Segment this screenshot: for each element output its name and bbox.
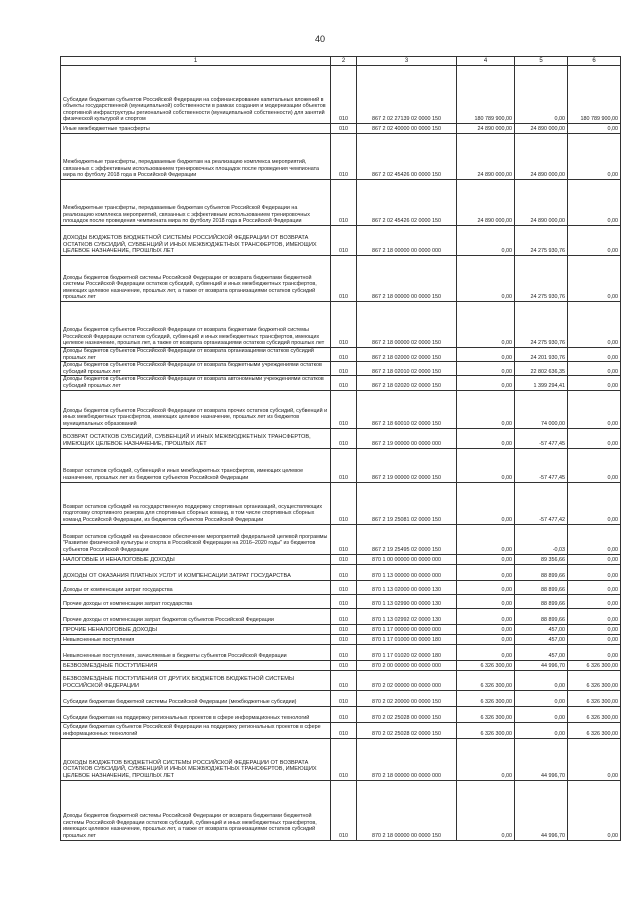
row-value-2: 88 899,66 <box>515 594 568 608</box>
row-value-3: 0,00 <box>568 256 621 302</box>
row-name: Доходы бюджетов субъектов Российской Федерации от возврата автономными учреждениями остатков субсидий прошлых лет <box>61 376 331 390</box>
column-header-code: 3 <box>357 57 457 66</box>
row-value-3: 0,00 <box>568 362 621 376</box>
row-value-1: 0,00 <box>457 738 515 780</box>
row-value-1: 6 326 300,00 <box>457 690 515 706</box>
row-value-3: 0,00 <box>568 390 621 428</box>
column-header-admin: 2 <box>331 57 357 66</box>
row-budget-code: 867 2 19 00000 02 0000 150 <box>357 448 457 482</box>
row-value-3: 0,00 <box>568 348 621 362</box>
row-value-1: 0,00 <box>457 482 515 524</box>
row-value-2: 24 275 930,76 <box>515 256 568 302</box>
table-row <box>61 256 621 302</box>
row-budget-code: 867 2 18 00000 00 0000 150 <box>357 256 457 302</box>
row-value-2: 1 399 294,41 <box>515 376 568 390</box>
table-row <box>61 644 621 660</box>
row-name: НАЛОГОВЫЕ И НЕНАЛОГОВЫЕ ДОХОДЫ <box>61 554 331 564</box>
row-value-1: 0,00 <box>457 448 515 482</box>
row-budget-code: 867 2 02 45426 02 0000 150 <box>357 180 457 226</box>
row-admin-code: 010 <box>331 608 357 624</box>
row-value-2: 0,00 <box>515 66 568 124</box>
row-budget-code: 867 2 02 27139 02 0000 150 <box>357 66 457 124</box>
table-row <box>61 690 621 706</box>
row-admin-code: 010 <box>331 134 357 180</box>
row-admin-code: 010 <box>331 448 357 482</box>
row-admin-code: 010 <box>331 362 357 376</box>
row-budget-code: 870 2 18 00000 00 0000 000 <box>357 738 457 780</box>
row-admin-code: 010 <box>331 670 357 690</box>
row-value-1: 0,00 <box>457 608 515 624</box>
row-value-2: 24 275 930,76 <box>515 226 568 256</box>
row-name: Иные межбюджетные трансферты <box>61 124 331 134</box>
table-row <box>61 722 621 738</box>
row-value-1: 0,00 <box>457 226 515 256</box>
row-budget-code: 867 2 18 02020 02 0000 150 <box>357 376 457 390</box>
row-budget-code: 867 2 02 45426 00 0000 150 <box>357 134 457 180</box>
row-admin-code: 010 <box>331 554 357 564</box>
row-budget-code: 870 2 02 25028 02 0000 150 <box>357 722 457 738</box>
column-header-name: 1 <box>61 57 331 66</box>
row-admin-code: 010 <box>331 524 357 554</box>
row-admin-code: 010 <box>331 594 357 608</box>
row-budget-code: 867 2 18 00000 00 0000 000 <box>357 226 457 256</box>
row-name: Доходы бюджетов субъектов Российской Федерации от возврата бюджетами бюджетной системы Российской Федерации остатков субсидий, субвенций и иных межбюджетных трансфертов, имеющих целевое назначение, прошлых лет, а также от возврата организациями остатков субсидий прошлых лет <box>61 302 331 348</box>
row-value-2: 24 201 930,76 <box>515 348 568 362</box>
table-row <box>61 634 621 644</box>
row-value-3: 0,00 <box>568 124 621 134</box>
row-value-1: 0,00 <box>457 644 515 660</box>
table-row <box>61 706 621 722</box>
table-row <box>61 362 621 376</box>
row-value-1: 0,00 <box>457 594 515 608</box>
row-value-1: 0,00 <box>457 362 515 376</box>
table-row <box>61 780 621 840</box>
row-admin-code: 010 <box>331 428 357 448</box>
row-admin-code: 010 <box>331 564 357 580</box>
row-name: Невыясненные поступления <box>61 634 331 644</box>
row-value-1: 0,00 <box>457 780 515 840</box>
row-admin-code: 010 <box>331 124 357 134</box>
table-row <box>61 302 621 348</box>
row-value-1: 6 326 300,00 <box>457 670 515 690</box>
row-name: Возврат остатков субсидий на государственную поддержку спортивных организаций, осуществляющих подготовку спортивного резерва для спортивных сборных команд, в том числе спортивных сборных команд Российской Федерации, из бюджетов субъектов Российской Федерации <box>61 482 331 524</box>
row-value-3: 0,00 <box>568 554 621 564</box>
row-name: Доходы бюджетов субъектов Российской Федерации от возврата организациями остатков субсидий прошлых лет <box>61 348 331 362</box>
row-value-3: 0,00 <box>568 634 621 644</box>
row-name: ПРОЧИЕ НЕНАЛОГОВЫЕ ДОХОДЫ <box>61 624 331 634</box>
row-value-1: 6 326 300,00 <box>457 722 515 738</box>
row-budget-code: 870 1 13 02992 02 0000 130 <box>357 608 457 624</box>
row-budget-code: 867 2 19 25081 02 0000 150 <box>357 482 457 524</box>
row-value-1: 180 789 900,00 <box>457 66 515 124</box>
row-value-3: 6 326 300,00 <box>568 670 621 690</box>
row-budget-code: 867 2 18 02010 02 0000 150 <box>357 362 457 376</box>
row-value-3: 180 789 900,00 <box>568 66 621 124</box>
table-row <box>61 180 621 226</box>
row-budget-code: 870 2 02 20000 00 0000 150 <box>357 690 457 706</box>
row-value-2: 0,00 <box>515 670 568 690</box>
row-value-3: 0,00 <box>568 580 621 594</box>
row-value-3: 0,00 <box>568 564 621 580</box>
table-row <box>61 738 621 780</box>
row-name: Возврат остатков субсидий, субвенций и иных межбюджетных трансфертов, имеющих целевое назначение, прошлых лет из бюджетов субъектов Российской Федерации <box>61 448 331 482</box>
row-admin-code: 010 <box>331 660 357 670</box>
row-admin-code: 010 <box>331 302 357 348</box>
row-value-2: 0,00 <box>515 722 568 738</box>
row-value-2: 457,00 <box>515 644 568 660</box>
table-body <box>61 66 621 841</box>
table-row <box>61 660 621 670</box>
row-budget-code: 870 1 13 02990 00 0000 130 <box>357 594 457 608</box>
row-name: Доходы бюджетов субъектов Российской Федерации от возврата прочих остатков субсидий, субвенций и иных межбюджетных трансфертов, имеющих целевое назначение, прошлых лет из бюджетов муниципальных образований <box>61 390 331 428</box>
table-row <box>61 448 621 482</box>
row-name: Субсидии бюджетам бюджетной системы Российской Федерации (межбюджетные субсидии) <box>61 690 331 706</box>
row-admin-code: 010 <box>331 348 357 362</box>
row-name: Возврат остатков субсидий на финансовое обеспечение мероприятий федеральной целевой программы "Развитие физической культуры и спорта в Российской Федерации на 2016–2020 годы" из бюджетов субъектов Российской Федерации <box>61 524 331 554</box>
row-value-1: 6 326 300,00 <box>457 660 515 670</box>
row-name: Доходы от компенсации затрат государства <box>61 580 331 594</box>
row-name: БЕЗВОЗМЕЗДНЫЕ ПОСТУПЛЕНИЯ <box>61 660 331 670</box>
row-value-3: 6 326 300,00 <box>568 706 621 722</box>
table-header <box>61 57 621 66</box>
row-budget-code: 867 2 18 60010 02 0000 150 <box>357 390 457 428</box>
row-value-2: 88 899,66 <box>515 608 568 624</box>
row-budget-code: 870 2 02 00000 00 0000 000 <box>357 670 457 690</box>
table-row <box>61 564 621 580</box>
row-name: Межбюджетные трансферты, передаваемые бюджетам на реализацию комплекса мероприятий, связанных с эффективным использованием тренировочных площадок после проведения чемпионата мира по футболу 2018 года в Российской Федерации <box>61 134 331 180</box>
row-value-2: 24 890 000,00 <box>515 180 568 226</box>
table-row <box>61 134 621 180</box>
row-admin-code: 010 <box>331 66 357 124</box>
table-row <box>61 624 621 634</box>
row-value-1: 24 890 000,00 <box>457 180 515 226</box>
table-row <box>61 226 621 256</box>
row-value-3: 0,00 <box>568 448 621 482</box>
row-value-2: 89 356,66 <box>515 554 568 564</box>
row-budget-code: 867 2 19 00000 00 0000 000 <box>357 428 457 448</box>
row-value-2: 22 802 636,35 <box>515 362 568 376</box>
row-value-2: 44 996,70 <box>515 660 568 670</box>
table-row <box>61 348 621 362</box>
revenue-table <box>60 56 621 841</box>
row-name: Межбюджетные трансферты, передаваемые бюджетам субъектов Российской Федерации на реализацию комплекса мероприятий, связанных с эффективным использованием тренировочных площадок после проведения чемпионата мира по футболу 2018 года в Российской Федерации <box>61 180 331 226</box>
row-value-2: -57 477,42 <box>515 482 568 524</box>
row-value-1: 24 890 000,00 <box>457 124 515 134</box>
row-admin-code: 010 <box>331 376 357 390</box>
column-header-value-2: 5 <box>515 57 568 66</box>
row-name: Субсидии бюджетам субъектов Российской Федерации на софинансирование капитальных вложений в объекты государственной (муниципальной) собственности в рамках создания и модернизации объектов спортивной инфраструктуры региональной собственности (муниципальной собственности) для занятий физической культурой и спортом <box>61 66 331 124</box>
table-row <box>61 608 621 624</box>
table-row <box>61 66 621 124</box>
row-budget-code: 870 1 13 02000 00 0000 130 <box>357 580 457 594</box>
row-value-3: 0,00 <box>568 302 621 348</box>
row-admin-code: 010 <box>331 256 357 302</box>
row-value-1: 0,00 <box>457 390 515 428</box>
row-value-3: 0,00 <box>568 738 621 780</box>
row-value-1: 0,00 <box>457 428 515 448</box>
row-admin-code: 010 <box>331 482 357 524</box>
row-value-3: 0,00 <box>568 180 621 226</box>
row-admin-code: 010 <box>331 690 357 706</box>
row-admin-code: 010 <box>331 624 357 634</box>
row-value-1: 0,00 <box>457 634 515 644</box>
row-budget-code: 870 2 02 25028 00 0000 150 <box>357 706 457 722</box>
table-row <box>61 580 621 594</box>
row-admin-code: 010 <box>331 780 357 840</box>
row-budget-code: 870 2 00 00000 00 0000 000 <box>357 660 457 670</box>
row-admin-code: 010 <box>331 226 357 256</box>
table-row <box>61 594 621 608</box>
row-budget-code: 870 1 17 01020 02 0000 180 <box>357 644 457 660</box>
row-value-1: 0,00 <box>457 524 515 554</box>
row-name: Прочие доходы от компенсации затрат государства <box>61 594 331 608</box>
row-name: Доходы бюджетов бюджетной системы Российской Федерации от возврата бюджетами бюджетной системы Российской Федерации остатков субсидий, субвенций и иных межбюджетных трансфертов, имеющих целевое назначение, прошлых лет, а также от возврата организациями остатков субсидий прошлых лет <box>61 780 331 840</box>
row-value-3: 6 326 300,00 <box>568 660 621 670</box>
page-number: 40 <box>314 34 325 44</box>
row-value-2: 74 000,00 <box>515 390 568 428</box>
row-value-3: 0,00 <box>568 594 621 608</box>
row-budget-code: 867 2 18 00000 02 0000 150 <box>357 302 457 348</box>
row-value-1: 0,00 <box>457 348 515 362</box>
row-value-3: 0,00 <box>568 608 621 624</box>
row-value-2: 24 890 000,00 <box>515 134 568 180</box>
row-value-1: 24 890 000,00 <box>457 134 515 180</box>
row-name: БЕЗВОЗМЕЗДНЫЕ ПОСТУПЛЕНИЯ ОТ ДРУГИХ БЮДЖЕТОВ БЮДЖЕТНОЙ СИСТЕМЫ РОССИЙСКОЙ ФЕДЕРАЦИИ <box>61 670 331 690</box>
row-budget-code: 870 1 17 01000 00 0000 180 <box>357 634 457 644</box>
row-admin-code: 010 <box>331 738 357 780</box>
row-name: ДОХОДЫ БЮДЖЕТОВ БЮДЖЕТНОЙ СИСТЕМЫ РОССИЙСКОЙ ФЕДЕРАЦИИ ОТ ВОЗВРАТА ОСТАТКОВ СУБСИДИЙ, СУБВЕНЦИЙ И ИНЫХ МЕЖБЮДЖЕТНЫХ ТРАНСФЕРТОВ, ИМЕЮЩИХ ЦЕЛЕВОЕ НАЗНАЧЕНИЕ, ПРОШЛЫХ ЛЕТ <box>61 738 331 780</box>
row-value-3: 0,00 <box>568 226 621 256</box>
row-value-3: 0,00 <box>568 524 621 554</box>
row-budget-code: 870 1 00 00000 00 0000 000 <box>357 554 457 564</box>
row-value-1: 0,00 <box>457 624 515 634</box>
row-value-2: 457,00 <box>515 624 568 634</box>
row-value-2: 457,00 <box>515 634 568 644</box>
row-name: Субсидии бюджетам на поддержку региональных проектов в сфере информационных технологий <box>61 706 331 722</box>
row-budget-code: 870 1 17 00000 00 0000 000 <box>357 624 457 634</box>
row-value-2: 24 890 000,00 <box>515 124 568 134</box>
row-value-3: 0,00 <box>568 482 621 524</box>
row-admin-code: 010 <box>331 580 357 594</box>
row-value-1: 0,00 <box>457 256 515 302</box>
table-row <box>61 376 621 390</box>
row-admin-code: 010 <box>331 706 357 722</box>
row-name: ВОЗВРАТ ОСТАТКОВ СУБСИДИЙ, СУБВЕНЦИЙ И ИНЫХ МЕЖБЮДЖЕТНЫХ ТРАНСФЕРТОВ, ИМЕЮЩИХ ЦЕЛЕВОЕ НАЗНАЧЕНИЕ, ПРОШЛЫХ ЛЕТ <box>61 428 331 448</box>
row-value-2: 24 275 930,76 <box>515 302 568 348</box>
row-admin-code: 010 <box>331 180 357 226</box>
row-value-3: 0,00 <box>568 780 621 840</box>
row-value-1: 0,00 <box>457 302 515 348</box>
row-value-2: 0,00 <box>515 706 568 722</box>
row-value-3: 0,00 <box>568 376 621 390</box>
row-value-2: 44 996,70 <box>515 738 568 780</box>
row-value-1: 0,00 <box>457 580 515 594</box>
row-value-3: 0,00 <box>568 428 621 448</box>
row-value-3: 6 326 300,00 <box>568 690 621 706</box>
row-value-2: -0,03 <box>515 524 568 554</box>
row-value-3: 0,00 <box>568 644 621 660</box>
row-name: Прочие доходы от компенсации затрат бюджетов субъектов Российской Федерации <box>61 608 331 624</box>
row-admin-code: 010 <box>331 644 357 660</box>
row-value-2: -57 477,45 <box>515 428 568 448</box>
table-row <box>61 482 621 524</box>
row-value-3: 6 326 300,00 <box>568 722 621 738</box>
row-name: ДОХОДЫ БЮДЖЕТОВ БЮДЖЕТНОЙ СИСТЕМЫ РОССИЙСКОЙ ФЕДЕРАЦИИ ОТ ВОЗВРАТА ОСТАТКОВ СУБСИДИЙ, СУБВЕНЦИЙ И ИНЫХ МЕЖБЮДЖЕТНЫХ ТРАНСФЕРТОВ, ИМЕЮЩИХ ЦЕЛЕВОЕ НАЗНАЧЕНИЕ, ПРОШЛЫХ ЛЕТ <box>61 226 331 256</box>
row-value-2: -57 477,45 <box>515 448 568 482</box>
column-header-value-1: 4 <box>457 57 515 66</box>
table-row <box>61 428 621 448</box>
row-budget-code: 867 2 18 02000 02 0000 150 <box>357 348 457 362</box>
row-admin-code: 010 <box>331 390 357 428</box>
table-row <box>61 124 621 134</box>
row-value-2: 88 899,66 <box>515 564 568 580</box>
row-name: Невыясненные поступления, зачисляемые в бюджеты субъектов Российской Федерации <box>61 644 331 660</box>
row-value-2: 44 996,70 <box>515 780 568 840</box>
table-row <box>61 554 621 564</box>
row-budget-code: 870 1 13 00000 00 0000 000 <box>357 564 457 580</box>
row-value-1: 0,00 <box>457 376 515 390</box>
row-budget-code: 870 2 18 00000 00 0000 150 <box>357 780 457 840</box>
row-value-1: 6 326 300,00 <box>457 706 515 722</box>
row-budget-code: 867 2 02 40000 00 0000 150 <box>357 124 457 134</box>
row-admin-code: 010 <box>331 722 357 738</box>
column-header-value-3: 6 <box>568 57 621 66</box>
table-row <box>61 670 621 690</box>
row-name: Доходы бюджетов субъектов Российской Федерации от возврата бюджетными учреждениями остатков субсидий прошлых лет <box>61 362 331 376</box>
row-value-2: 0,00 <box>515 690 568 706</box>
row-value-3: 0,00 <box>568 134 621 180</box>
row-budget-code: 867 2 19 25495 02 0000 150 <box>357 524 457 554</box>
row-name: Субсидии бюджетам субъектов Российской Федерации на поддержку региональных проектов в сфере информационных технологий <box>61 722 331 738</box>
row-value-1: 0,00 <box>457 564 515 580</box>
table-row <box>61 524 621 554</box>
row-value-3: 0,00 <box>568 624 621 634</box>
row-value-2: 88 899,66 <box>515 580 568 594</box>
row-value-1: 0,00 <box>457 554 515 564</box>
row-name: ДОХОДЫ ОТ ОКАЗАНИЯ ПЛАТНЫХ УСЛУГ И КОМПЕНСАЦИИ ЗАТРАТ ГОСУДАРСТВА <box>61 564 331 580</box>
row-admin-code: 010 <box>331 634 357 644</box>
table-row <box>61 390 621 428</box>
row-name: Доходы бюджетов бюджетной системы Российской Федерации от возврата бюджетами бюджетной системы Российской Федерации остатков субсидий, субвенций и иных межбюджетных трансфертов, имеющих целевое назначение, прошлых лет, а также от возврата организациями остатков субсидий прошлых лет <box>61 256 331 302</box>
